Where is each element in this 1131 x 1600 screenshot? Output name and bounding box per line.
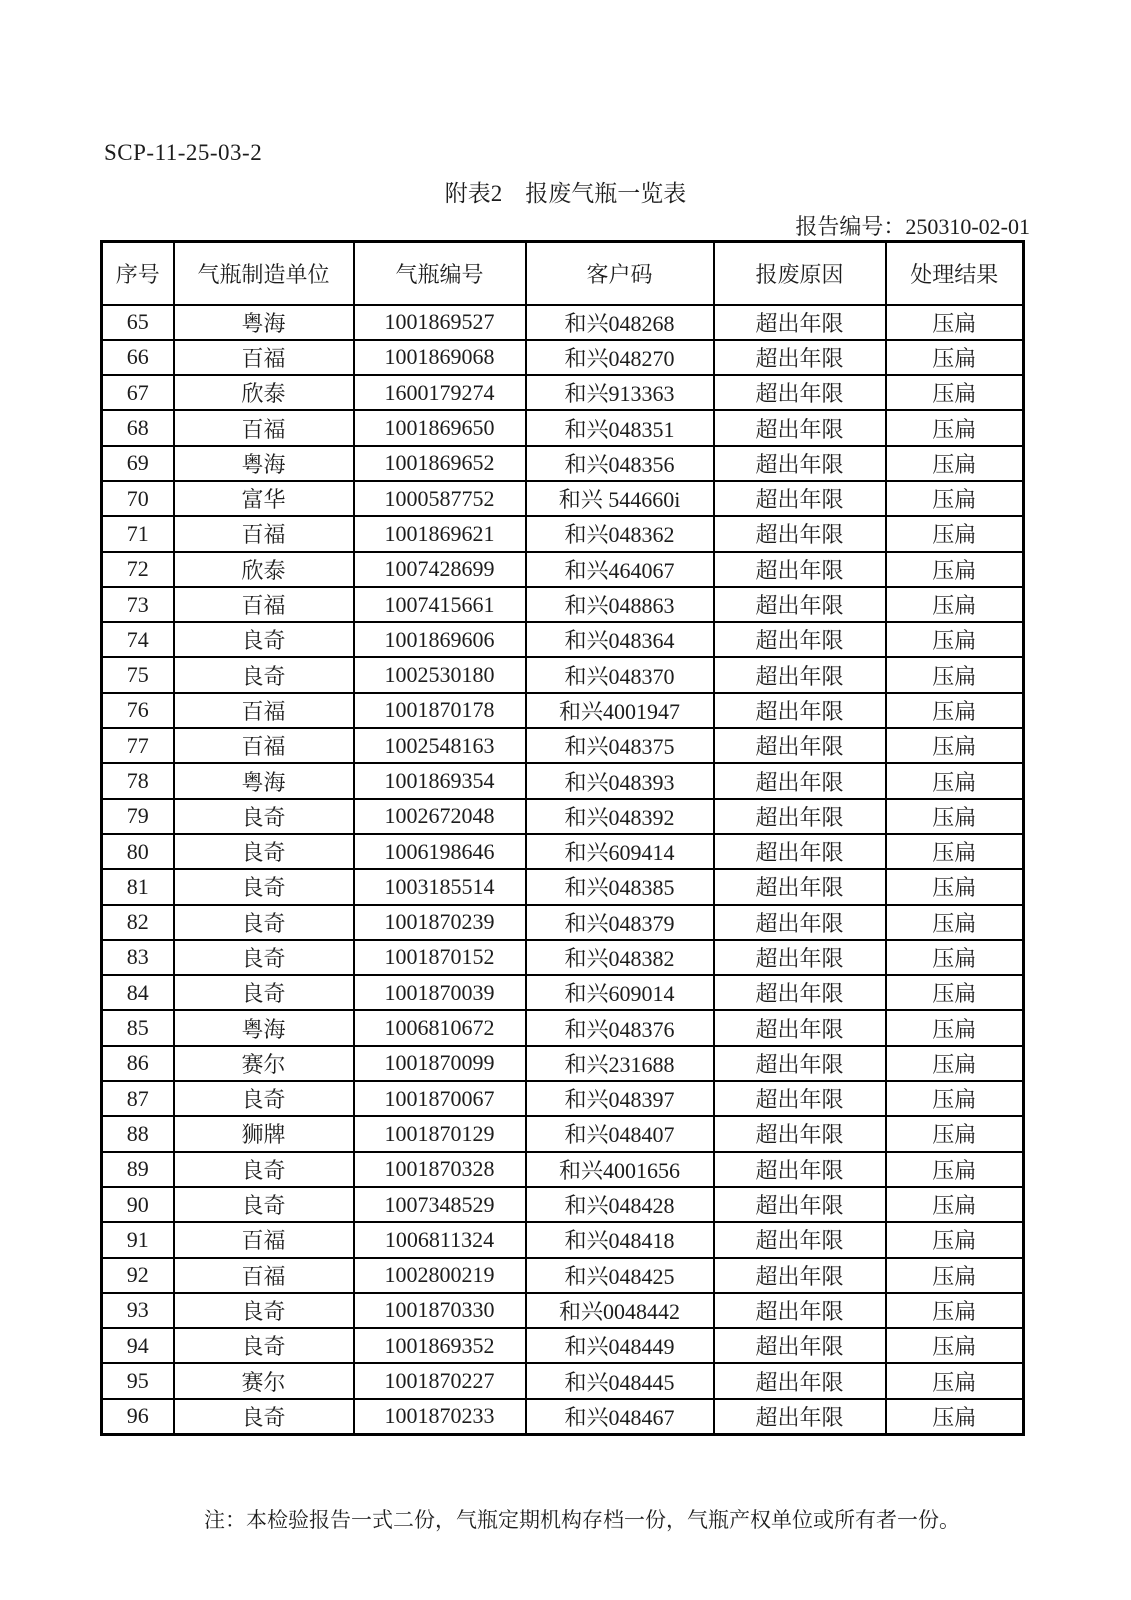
- cell-scrap-reason: 超出年限: [714, 1293, 886, 1328]
- cell-scrap-reason: 超出年限: [714, 305, 886, 340]
- cell-scrap-reason: 超出年限: [714, 1399, 886, 1434]
- cell-cylinder-no: 1001869606: [354, 622, 526, 657]
- cell-result: 压扁: [886, 1010, 1024, 1045]
- cell-scrap-reason: 超出年限: [714, 410, 886, 445]
- cell-seq: 71: [102, 516, 174, 551]
- table-row: [102, 763, 1024, 798]
- cell-cylinder-no: 1001870039: [354, 975, 526, 1010]
- cell-result: 压扁: [886, 622, 1024, 657]
- cell-cylinder-no: 1001870099: [354, 1046, 526, 1081]
- cell-seq: 77: [102, 728, 174, 763]
- cell-scrap-reason: 超出年限: [714, 1046, 886, 1081]
- cell-seq: 79: [102, 799, 174, 834]
- cell-manufacturer: 良奇: [174, 1081, 354, 1116]
- cell-manufacturer: 百福: [174, 1222, 354, 1257]
- cell-seq: 85: [102, 1010, 174, 1045]
- cell-scrap-reason: 超出年限: [714, 1363, 886, 1398]
- cell-result: 压扁: [886, 340, 1024, 375]
- cell-customer-code: 和兴048268: [526, 305, 714, 340]
- cell-result: 压扁: [886, 1258, 1024, 1293]
- cell-scrap-reason: 超出年限: [714, 375, 886, 410]
- table-row: [102, 305, 1024, 340]
- cell-scrap-reason: 超出年限: [714, 1187, 886, 1222]
- column-header-cylinder-no: 气瓶编号: [354, 242, 526, 305]
- cell-seq: 94: [102, 1328, 174, 1363]
- table-row: [102, 975, 1024, 1010]
- cell-customer-code: 和兴048467: [526, 1399, 714, 1434]
- cell-manufacturer: 富华: [174, 481, 354, 516]
- cell-customer-code: 和兴4001947: [526, 693, 714, 728]
- cell-customer-code: 和兴048375: [526, 728, 714, 763]
- cell-customer-code: 和兴231688: [526, 1046, 714, 1081]
- cell-seq: 78: [102, 763, 174, 798]
- cell-customer-code: 和兴048382: [526, 940, 714, 975]
- cell-manufacturer: 粤海: [174, 446, 354, 481]
- cell-manufacturer: 粤海: [174, 763, 354, 798]
- cell-seq: 86: [102, 1046, 174, 1081]
- column-header-customer-code: 客户码: [526, 242, 714, 305]
- table-row: [102, 1222, 1024, 1257]
- cell-seq: 65: [102, 305, 174, 340]
- table-row: [102, 446, 1024, 481]
- cell-result: 压扁: [886, 1399, 1024, 1434]
- cell-manufacturer: 赛尔: [174, 1363, 354, 1398]
- cell-seq: 76: [102, 693, 174, 728]
- cell-cylinder-no: 1007428699: [354, 552, 526, 587]
- cell-cylinder-no: 1001870328: [354, 1152, 526, 1187]
- cell-cylinder-no: 1001869527: [354, 305, 526, 340]
- table-row: [102, 340, 1024, 375]
- cell-manufacturer: 狮牌: [174, 1116, 354, 1151]
- cell-scrap-reason: 超出年限: [714, 552, 886, 587]
- table-row: [102, 1363, 1024, 1398]
- column-header-manufacturer: 气瓶制造单位: [174, 242, 354, 305]
- cell-manufacturer: 百福: [174, 340, 354, 375]
- cell-result: 压扁: [886, 587, 1024, 622]
- cell-cylinder-no: 1001870330: [354, 1293, 526, 1328]
- cell-scrap-reason: 超出年限: [714, 728, 886, 763]
- table-row: [102, 1116, 1024, 1151]
- cell-manufacturer: 百福: [174, 516, 354, 551]
- cell-manufacturer: 良奇: [174, 799, 354, 834]
- table-row: [102, 1152, 1024, 1187]
- cell-manufacturer: 良奇: [174, 1399, 354, 1434]
- cell-manufacturer: 良奇: [174, 834, 354, 869]
- cell-result: 压扁: [886, 410, 1024, 445]
- cell-result: 压扁: [886, 516, 1024, 551]
- cell-manufacturer: 百福: [174, 1258, 354, 1293]
- page-title: 附表2 报废气瓶一览表: [444, 181, 687, 206]
- cell-result: 压扁: [886, 869, 1024, 904]
- cell-cylinder-no: 1006811324: [354, 1222, 526, 1257]
- cell-seq: 74: [102, 622, 174, 657]
- column-header-result: 处理结果: [886, 242, 1024, 305]
- cell-customer-code: 和兴048393: [526, 763, 714, 798]
- cell-manufacturer: 欣泰: [174, 552, 354, 587]
- cell-manufacturer: 赛尔: [174, 1046, 354, 1081]
- table-row: [102, 693, 1024, 728]
- cell-result: 压扁: [886, 1046, 1024, 1081]
- cell-result: 压扁: [886, 693, 1024, 728]
- cell-manufacturer: 粤海: [174, 1010, 354, 1045]
- table-row: [102, 1081, 1024, 1116]
- cell-customer-code: 和兴048397: [526, 1081, 714, 1116]
- cell-scrap-reason: 超出年限: [714, 446, 886, 481]
- cell-customer-code: 和兴048376: [526, 1010, 714, 1045]
- cell-manufacturer: 良奇: [174, 1152, 354, 1187]
- cell-result: 压扁: [886, 799, 1024, 834]
- cell-customer-code: 和兴464067: [526, 552, 714, 587]
- cell-seq: 82: [102, 905, 174, 940]
- cell-customer-code: 和兴048863: [526, 587, 714, 622]
- cell-customer-code: 和兴048428: [526, 1187, 714, 1222]
- cell-scrap-reason: 超出年限: [714, 1010, 886, 1045]
- table-row: [102, 516, 1024, 551]
- cell-cylinder-no: 1006810672: [354, 1010, 526, 1045]
- cell-customer-code: 和兴048392: [526, 799, 714, 834]
- cell-manufacturer: 百福: [174, 693, 354, 728]
- cell-result: 压扁: [886, 552, 1024, 587]
- cell-seq: 83: [102, 940, 174, 975]
- cell-seq: 80: [102, 834, 174, 869]
- cell-seq: 92: [102, 1258, 174, 1293]
- cell-result: 压扁: [886, 1222, 1024, 1257]
- cell-customer-code: 和兴048379: [526, 905, 714, 940]
- cell-manufacturer: 良奇: [174, 975, 354, 1010]
- cell-cylinder-no: 1002672048: [354, 799, 526, 834]
- cell-cylinder-no: 1001870152: [354, 940, 526, 975]
- table-row: [102, 1046, 1024, 1081]
- table-body: [102, 305, 1024, 1435]
- cell-cylinder-no: 1001870067: [354, 1081, 526, 1116]
- cell-cylinder-no: 1001870233: [354, 1399, 526, 1434]
- cell-manufacturer: 百福: [174, 410, 354, 445]
- cell-seq: 81: [102, 869, 174, 904]
- cell-scrap-reason: 超出年限: [714, 940, 886, 975]
- cell-manufacturer: 良奇: [174, 1328, 354, 1363]
- cell-customer-code: 和兴4001656: [526, 1152, 714, 1187]
- table-row: [102, 834, 1024, 869]
- cell-scrap-reason: 超出年限: [714, 516, 886, 551]
- cell-result: 压扁: [886, 1328, 1024, 1363]
- cell-cylinder-no: 1006198646: [354, 834, 526, 869]
- cell-seq: 88: [102, 1116, 174, 1151]
- cell-customer-code: 和兴048356: [526, 446, 714, 481]
- cell-scrap-reason: 超出年限: [714, 869, 886, 904]
- cell-cylinder-no: 1001870239: [354, 905, 526, 940]
- cell-seq: 93: [102, 1293, 174, 1328]
- cell-manufacturer: 百福: [174, 587, 354, 622]
- table-header-row: [102, 242, 1024, 305]
- table-row: [102, 587, 1024, 622]
- cell-seq: 66: [102, 340, 174, 375]
- cell-result: 压扁: [886, 305, 1024, 340]
- cell-manufacturer: 欣泰: [174, 375, 354, 410]
- cell-seq: 67: [102, 375, 174, 410]
- cell-scrap-reason: 超出年限: [714, 1116, 886, 1151]
- cell-result: 压扁: [886, 1363, 1024, 1398]
- cell-cylinder-no: 1001869650: [354, 410, 526, 445]
- cell-result: 压扁: [886, 446, 1024, 481]
- cell-manufacturer: 良奇: [174, 1293, 354, 1328]
- cell-result: 压扁: [886, 1116, 1024, 1151]
- cell-manufacturer: 良奇: [174, 869, 354, 904]
- cell-manufacturer: 良奇: [174, 622, 354, 657]
- cell-cylinder-no: 1600179274: [354, 375, 526, 410]
- cell-scrap-reason: 超出年限: [714, 481, 886, 516]
- cell-seq: 84: [102, 975, 174, 1010]
- cell-scrap-reason: 超出年限: [714, 622, 886, 657]
- report-number: 报告编号：250310-02-01: [795, 214, 1030, 239]
- table-row: [102, 552, 1024, 587]
- cell-scrap-reason: 超出年限: [714, 1328, 886, 1363]
- cell-seq: 89: [102, 1152, 174, 1187]
- cell-scrap-reason: 超出年限: [714, 587, 886, 622]
- cell-manufacturer: 良奇: [174, 940, 354, 975]
- cell-cylinder-no: 1001869068: [354, 340, 526, 375]
- cell-seq: 90: [102, 1187, 174, 1222]
- cell-result: 压扁: [886, 1187, 1024, 1222]
- cell-customer-code: 和兴609014: [526, 975, 714, 1010]
- cell-manufacturer: 百福: [174, 728, 354, 763]
- table-row: [102, 728, 1024, 763]
- cell-customer-code: 和兴048385: [526, 869, 714, 904]
- cell-cylinder-no: 1001869621: [354, 516, 526, 551]
- cell-scrap-reason: 超出年限: [714, 1081, 886, 1116]
- cell-seq: 96: [102, 1399, 174, 1434]
- footer-note: 注：本检验报告一式二份，气瓶定期机构存档一份，气瓶产权单位或所有者一份。: [204, 1508, 960, 1532]
- cell-result: 压扁: [886, 763, 1024, 798]
- table-row: [102, 940, 1024, 975]
- cell-seq: 87: [102, 1081, 174, 1116]
- cell-seq: 91: [102, 1222, 174, 1257]
- cell-customer-code: 和兴0048442: [526, 1293, 714, 1328]
- cell-cylinder-no: 1003185514: [354, 869, 526, 904]
- cell-result: 压扁: [886, 657, 1024, 692]
- column-header-scrap-reason: 报废原因: [714, 242, 886, 305]
- cell-customer-code: 和兴048449: [526, 1328, 714, 1363]
- cell-result: 压扁: [886, 1293, 1024, 1328]
- cell-customer-code: 和兴048418: [526, 1222, 714, 1257]
- cell-cylinder-no: 1001869354: [354, 763, 526, 798]
- cell-cylinder-no: 1002548163: [354, 728, 526, 763]
- table-row: [102, 1010, 1024, 1045]
- table-row: [102, 1258, 1024, 1293]
- cell-manufacturer: 良奇: [174, 1187, 354, 1222]
- cell-result: 压扁: [886, 728, 1024, 763]
- table-row: [102, 657, 1024, 692]
- cell-seq: 95: [102, 1363, 174, 1398]
- doc-code: SCP-11-25-03-2: [104, 140, 263, 165]
- cell-scrap-reason: 超出年限: [714, 834, 886, 869]
- cell-scrap-reason: 超出年限: [714, 693, 886, 728]
- cell-result: 压扁: [886, 481, 1024, 516]
- cell-seq: 69: [102, 446, 174, 481]
- table-row: [102, 481, 1024, 516]
- table-row: [102, 410, 1024, 445]
- cell-scrap-reason: 超出年限: [714, 763, 886, 798]
- cell-cylinder-no: 1000587752: [354, 481, 526, 516]
- cell-seq: 75: [102, 657, 174, 692]
- cell-scrap-reason: 超出年限: [714, 657, 886, 692]
- cell-scrap-reason: 超出年限: [714, 799, 886, 834]
- cell-customer-code: 和兴048351: [526, 410, 714, 445]
- cell-result: 压扁: [886, 1152, 1024, 1187]
- cell-cylinder-no: 1001869652: [354, 446, 526, 481]
- cell-scrap-reason: 超出年限: [714, 1258, 886, 1293]
- cell-scrap-reason: 超出年限: [714, 975, 886, 1010]
- cell-seq: 70: [102, 481, 174, 516]
- cell-cylinder-no: 1001869352: [354, 1328, 526, 1363]
- cell-customer-code: 和兴609414: [526, 834, 714, 869]
- cell-result: 压扁: [886, 375, 1024, 410]
- cell-result: 压扁: [886, 1081, 1024, 1116]
- cell-cylinder-no: 1002530180: [354, 657, 526, 692]
- table-row: [102, 1293, 1024, 1328]
- cell-result: 压扁: [886, 834, 1024, 869]
- cell-customer-code: 和兴048407: [526, 1116, 714, 1151]
- cell-customer-code: 和兴 544660i: [526, 481, 714, 516]
- table-row: [102, 799, 1024, 834]
- cell-customer-code: 和兴048425: [526, 1258, 714, 1293]
- cell-scrap-reason: 超出年限: [714, 1222, 886, 1257]
- table-row: [102, 1328, 1024, 1363]
- cell-manufacturer: 粤海: [174, 305, 354, 340]
- cell-customer-code: 和兴048270: [526, 340, 714, 375]
- cell-cylinder-no: 1001870227: [354, 1363, 526, 1398]
- cell-manufacturer: 良奇: [174, 905, 354, 940]
- table-row: [102, 1187, 1024, 1222]
- cell-scrap-reason: 超出年限: [714, 1152, 886, 1187]
- cell-customer-code: 和兴048445: [526, 1363, 714, 1398]
- cell-result: 压扁: [886, 975, 1024, 1010]
- cell-customer-code: 和兴913363: [526, 375, 714, 410]
- cell-seq: 72: [102, 552, 174, 587]
- table-row: [102, 869, 1024, 904]
- cell-customer-code: 和兴048362: [526, 516, 714, 551]
- cell-cylinder-no: 1001870178: [354, 693, 526, 728]
- cell-result: 压扁: [886, 905, 1024, 940]
- scrapped-cylinder-table: [100, 240, 1025, 1436]
- cell-cylinder-no: 1007348529: [354, 1187, 526, 1222]
- cell-seq: 68: [102, 410, 174, 445]
- cell-cylinder-no: 1002800219: [354, 1258, 526, 1293]
- table-row: [102, 622, 1024, 657]
- cell-customer-code: 和兴048370: [526, 657, 714, 692]
- cell-scrap-reason: 超出年限: [714, 905, 886, 940]
- cell-customer-code: 和兴048364: [526, 622, 714, 657]
- cell-seq: 73: [102, 587, 174, 622]
- column-header-seq: 序号: [102, 242, 174, 305]
- cell-cylinder-no: 1007415661: [354, 587, 526, 622]
- table-row: [102, 375, 1024, 410]
- cell-result: 压扁: [886, 940, 1024, 975]
- cell-cylinder-no: 1001870129: [354, 1116, 526, 1151]
- cell-scrap-reason: 超出年限: [714, 340, 886, 375]
- table-row: [102, 905, 1024, 940]
- table-row: [102, 1399, 1024, 1434]
- cell-manufacturer: 良奇: [174, 657, 354, 692]
